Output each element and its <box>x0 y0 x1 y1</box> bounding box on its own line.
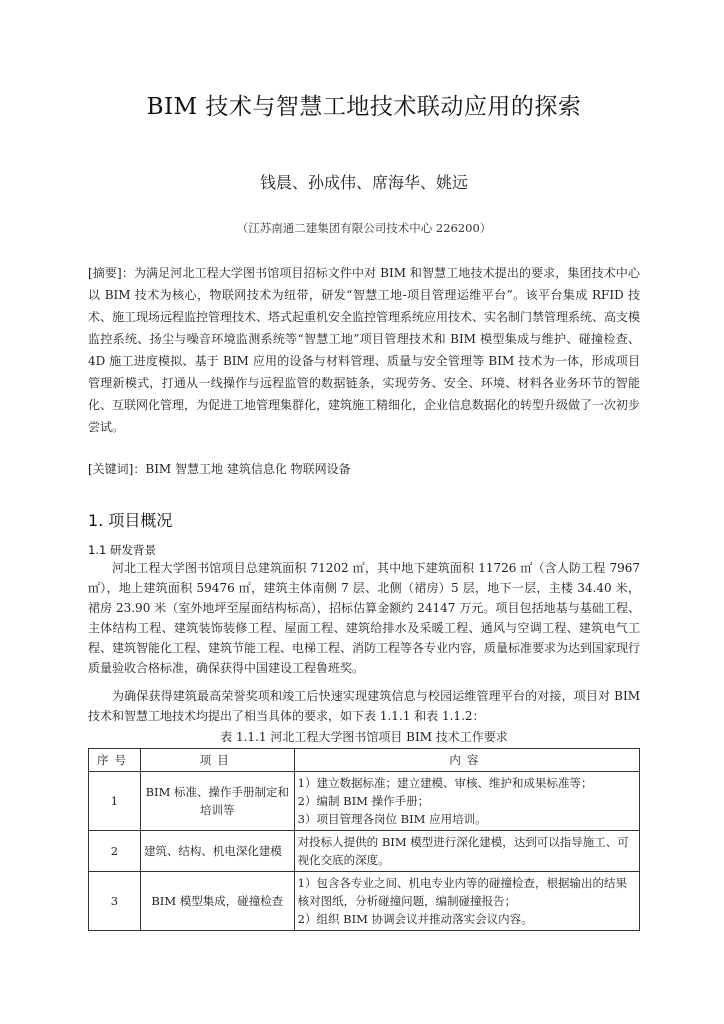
keywords-text: BIM 智慧工地 建筑信息化 物联网设备 <box>145 462 351 476</box>
affiliation: （江苏南通二建集团有限公司技术中心 226200） <box>236 221 492 235</box>
content-line: 1）建立数据标准；建立建模、审核、维护和成果标准等； <box>297 776 593 790</box>
table-caption: 表 1.1.1 河北工程大学图书馆项目 BIM 技术工作要求 <box>220 730 508 744</box>
row-content <box>294 831 639 872</box>
row-item: 建筑、结构、机电深化建模 <box>140 831 294 872</box>
body-paragraph-1: 河北工程大学图书馆项目总建筑面积 71202 ㎡，其中地下建筑面积 11726 ㎡（含人防工程 7967 ㎡），地上建筑面积 59476 ㎡，建筑主体南侧 7 层、北侧（裙房）5 层，地下一层，主楼 34.40 米，裙房 23.90 米（室外地坪至屋面结构标高），招标估算金额约 24147 万元。项目包括地基与基础工程、主体结构工程、建筑装饰装修工程、屋面工程、建筑给排水及采暖工程、通风与空调工程、建筑电气工程、建筑智能化工程、建筑节能工程、电梯工程、消防工程等各专业内容，质量标准要求为达到国家现行质量验收合格标准，确保获得中国建设工程鲁班奖。 <box>88 561 641 675</box>
requirements-table <box>88 748 640 931</box>
header-no: 序号 <box>89 749 141 772</box>
content-line: 2）组织 BIM 协调会议并推动落实会议内容。 <box>297 912 533 926</box>
content-line: 2）编制 BIM 操作手册； <box>297 794 430 808</box>
abstract-label: [摘要]： <box>88 266 134 280</box>
abstract-text: 为满足河北工程大学图书馆项目招标文件中对 BIM 和智慧工地技术提出的要求，集团技术中心以 BIM 技术为核心，物联网技术为纽带，研发“智慧工地-项目管理运维平台”。该平台集成 RFID 技术、施工现场远程监控管理技术、塔式起重机安全监控管理系统应用技术、实名制门禁管理系统、高支模监控系统、扬尘与噪音环境监测系统等“智慧工地”项目管理技术和 BIM 模型集成与维护、碰撞检查、4D 施工进度模拟、基于 BIM 应用的设备与材料管理、质量与安全管理等 BIM 技术为一体，形成项目管理新模式，打通从一线操作与远程监管的数据链条，实现劳务、安全、环境、材料各业务环节的智能化、互联网化管理，为促进工地管理集群化，建筑施工精细化，企业信息数据化的转型升级做了一次初步尝试。 <box>88 266 641 434</box>
row-content <box>294 872 639 931</box>
content-line: 对投标人提供的 BIM 模型进行深化建模，达到可以指导施工、可视化交底的深度。 <box>297 835 629 867</box>
abstract <box>88 262 640 438</box>
body-paragraph-2: 为确保获得建筑最高荣誉奖项和竣工后快速实现建筑信息与校园运维管理平台的对接，项目对 BIM 技术和智慧工地技术均提出了相当具体的要求，如下表 1.1.1 和表 1.1.2： <box>88 689 640 723</box>
table-header-row <box>89 749 640 772</box>
header-content: 内容 <box>294 749 639 772</box>
header-item: 项目 <box>140 749 294 772</box>
row-content <box>294 772 639 831</box>
row-item: BIM 标准、操作手册制定和培训等 <box>140 772 294 831</box>
paper-title: BIM 技术与智慧工地技术联动应用的探索 <box>146 94 582 120</box>
row-item: BIM 模型集成，碰撞检查 <box>140 872 294 931</box>
keywords-label: [关键词]： <box>88 462 146 476</box>
table-row <box>89 831 640 872</box>
row-no: 1 <box>89 772 141 831</box>
row-no: 3 <box>89 872 141 931</box>
section-title: 1. 项目概况 <box>88 511 173 530</box>
subsection-title: 1.1 研发背景 <box>88 543 156 557</box>
content-line: 1）包含各专业之间、机电专业内等的碰撞检查，根据输出的结果核对图纸，分析碰撞问题，编制碰撞报告； <box>297 876 627 908</box>
content-line: 3）项目管理各岗位 BIM 应用培训。 <box>297 812 487 826</box>
table-row <box>89 772 640 831</box>
keywords <box>88 458 640 480</box>
authors: 钱晨、孙成伟、席海华、姚远 <box>259 173 468 192</box>
table-row <box>89 872 640 931</box>
row-no: 2 <box>89 831 141 872</box>
